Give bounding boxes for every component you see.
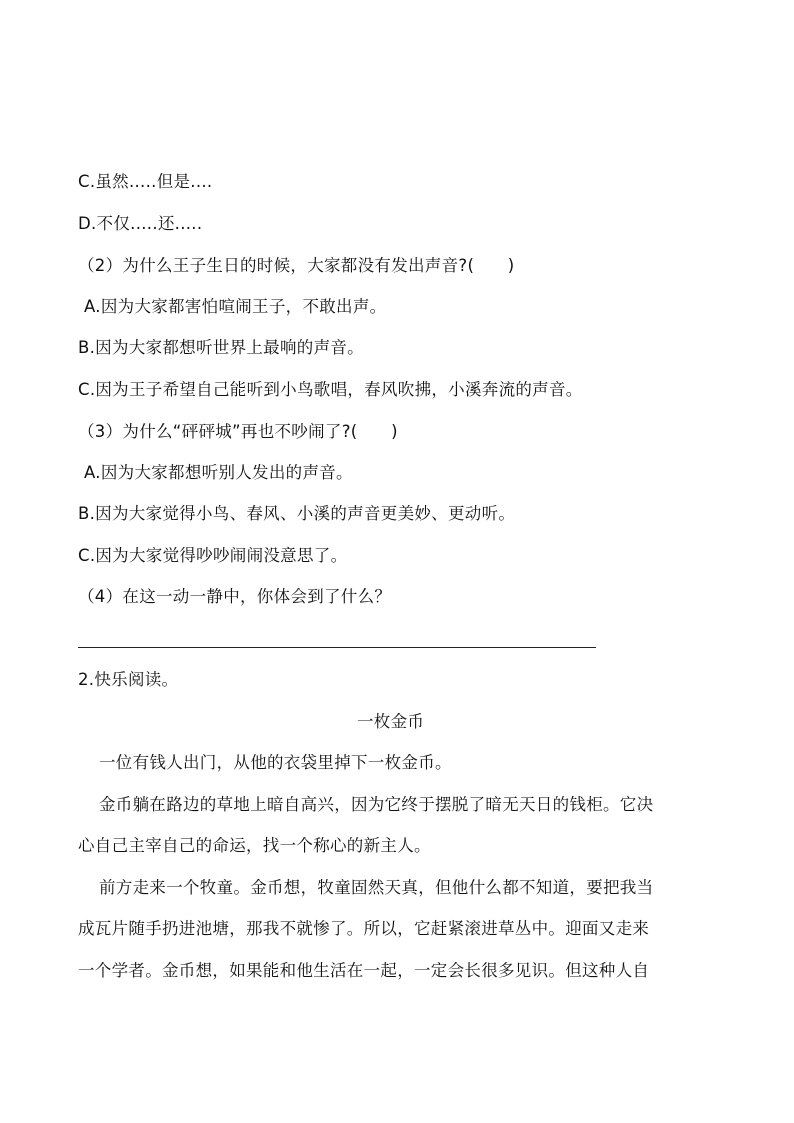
q3-option-b: B.因为大家觉得小鸟、春风、小溪的声音更美妙、更动听。 [78, 504, 516, 523]
q2-option-a: A.因为大家都害怕喧闹王子，不敢出声。 [84, 297, 387, 316]
q3-option-a: A.因为大家都想听别人发出的声音。 [84, 463, 353, 482]
question-4: （4）在这一动一静中，你体会到了什么？ [78, 587, 392, 606]
passage-line: 前方走来一个牧童。金币想，牧童固然天真，但他什么都不知道，要把我当 [99, 878, 654, 897]
q3-option-c: C.因为大家觉得吵吵闹闹没意思了。 [78, 546, 348, 565]
section-heading: 2.快乐阅读。 [78, 670, 179, 689]
passage-line: 一位有钱人出门，从他的衣袋里掉下一枚金币。 [99, 753, 452, 772]
option-c: C.虽然.....但是.... [78, 172, 213, 191]
answer-line [78, 647, 596, 648]
question-3: （3）为什么“砰砰城”再也不吵闹了?( ) [78, 422, 398, 441]
option-d: D.不仅.....还..... [78, 214, 203, 233]
passage-line: 金币躺在路边的草地上暗自高兴，因为它终于摆脱了暗无天日的钱柜。它决 [99, 795, 654, 814]
q2-option-c: C.因为王子希望自己能听到小鸟歌唱，春风吹拂，小溪奔流的声音。 [78, 380, 583, 399]
passage-line: 心自己主宰自己的命运，找一个称心的新主人。 [78, 836, 431, 855]
question-2: （2）为什么王子生日的时候，大家都没有发出声音?( ) [78, 256, 515, 275]
q2-option-b: B.因为大家都想听世界上最响的声音。 [78, 338, 364, 357]
passage-line: 一个学者。金币想，如果能和他生活在一起，一定会长很多见识。但这种人自 [78, 961, 650, 980]
passage-line: 成瓦片随手扔进池塘，那我不就惨了。所以，它赶紧滚进草丛中。迎面又走来 [78, 919, 650, 938]
passage-title: 一枚金币 [357, 712, 425, 731]
